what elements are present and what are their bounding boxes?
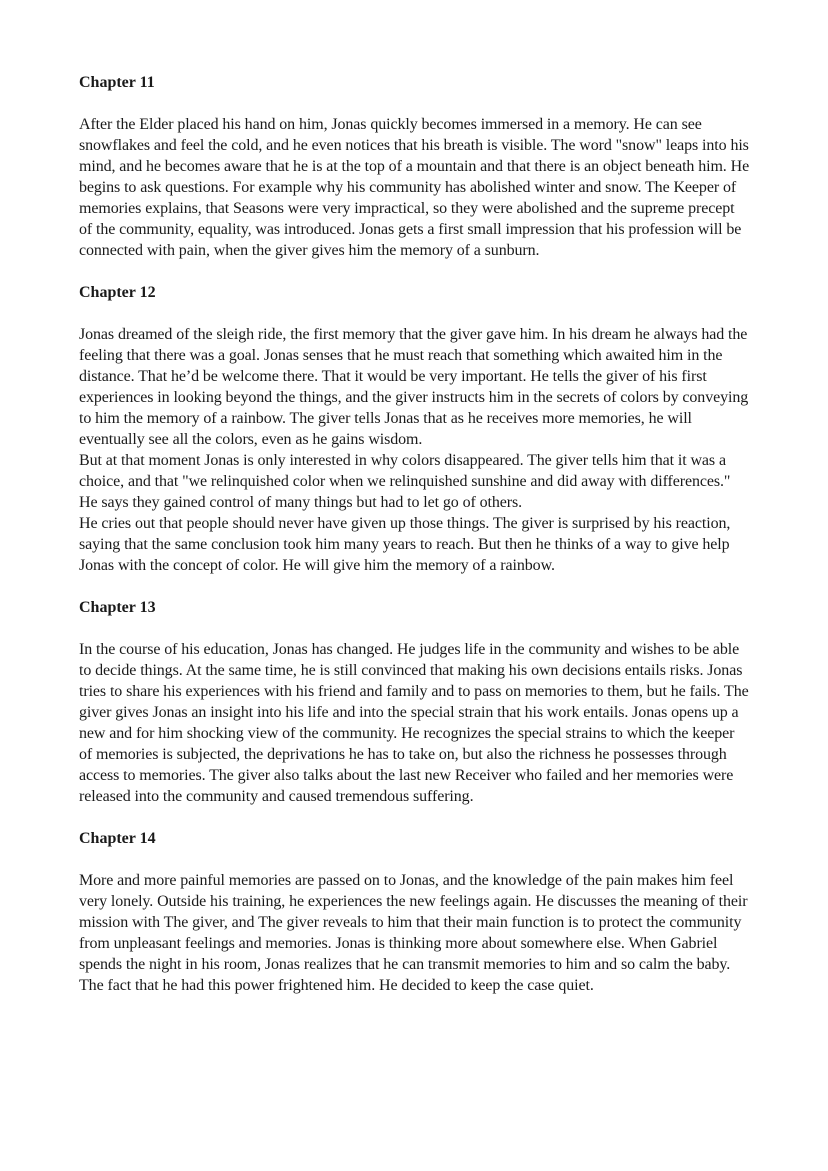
chapter-body — [79, 870, 751, 996]
paragraph: He cries out that people should never have given up those things. The giver is surprised by his reaction, saying that the same conclusion took him many years to reach. But then he thinks of a way to give help Jonas with the concept of color. He will give him the memory of a rainbow. — [79, 515, 731, 574]
chapter-11-section — [79, 72, 751, 261]
paragraph: After the Elder placed his hand on him, Jonas quickly becomes immersed in a memory. He can see snowflakes and feel the cold, and he even notices that his breath is visible. The word "snow" leaps into his mind, and he becomes aware that he is at the top of a mountain and that there is an object beneath him. He begins to ask questions. For example why his community has abolished winter and snow. The Keeper of memories explains, that Seasons were very impractical, so they were abolished and the supreme precept of the community, equality, was introduced. Jonas gets a first small impression that his profession will be connected with pain, when the giver gives him the memory of a sunburn. — [79, 116, 750, 259]
paragraph: But at that moment Jonas is only interested in why colors disappeared. The giver tells him that it was a choice, and that "we relinquished color when we relinquished sunshine and did away with differences." He says they gained control of many things but had to let go of others. — [79, 452, 731, 511]
chapter-body — [79, 639, 751, 807]
paragraph: More and more painful memories are passed on to Jonas, and the knowledge of the pain makes him feel very lonely. Outside his training, he experiences the new feelings again. He discusses the meaning of their mission with The giver, and The giver reveals to him that their main function is to protect the community from unpleasant feelings and memories. Jonas is thinking more about somewhere else. When Gabriel spends the night in his room, Jonas realizes that he can transmit memories to him and so calm the baby. The fact that he had this power frightened him. He decided to keep the case quiet. — [79, 872, 748, 994]
chapter-13-section — [79, 597, 751, 807]
document-page — [79, 72, 751, 996]
chapter-body — [79, 324, 751, 576]
paragraph: Jonas dreamed of the sleigh ride, the first memory that the giver gave him. In his dream he always had the feeling that there was a goal. Jonas senses that he must reach that something which awaited him in the distance. That he’d be welcome there. That it would be very important. He tells the giver of his first experiences in looking beyond the things, and the giver instructs him in the secrets of colors by conveying to him the memory of a rainbow. The giver tells Jonas that as he receives more memories, he will eventually see all the colors, even as he gains wisdom. — [79, 326, 749, 448]
chapter-body — [79, 114, 751, 261]
chapter-14-section — [79, 828, 751, 996]
chapter-heading: Chapter 14 — [79, 830, 156, 847]
chapter-12-section — [79, 282, 751, 576]
chapter-heading: Chapter 13 — [79, 599, 156, 616]
paragraph: In the course of his education, Jonas has changed. He judges life in the community and wishes to be able to decide things. At the same time, he is still convinced that making his own decisions entails risks. Jonas tries to share his experiences with his friend and family and to pass on memories to them, but he fails. The giver gives Jonas an insight into his life and into the special strain that his work entails. Jonas opens up a new and for him shocking view of the community. He recognizes the special strains to which the keeper of memories is subjected, the deprivations he has to take on, but also the richness he possesses through access to memories. The giver also talks about the last new Receiver who failed and her memories were released into the community and caused tremendous suffering. — [79, 641, 749, 805]
chapter-heading: Chapter 12 — [79, 284, 156, 301]
chapter-heading: Chapter 11 — [79, 74, 155, 91]
